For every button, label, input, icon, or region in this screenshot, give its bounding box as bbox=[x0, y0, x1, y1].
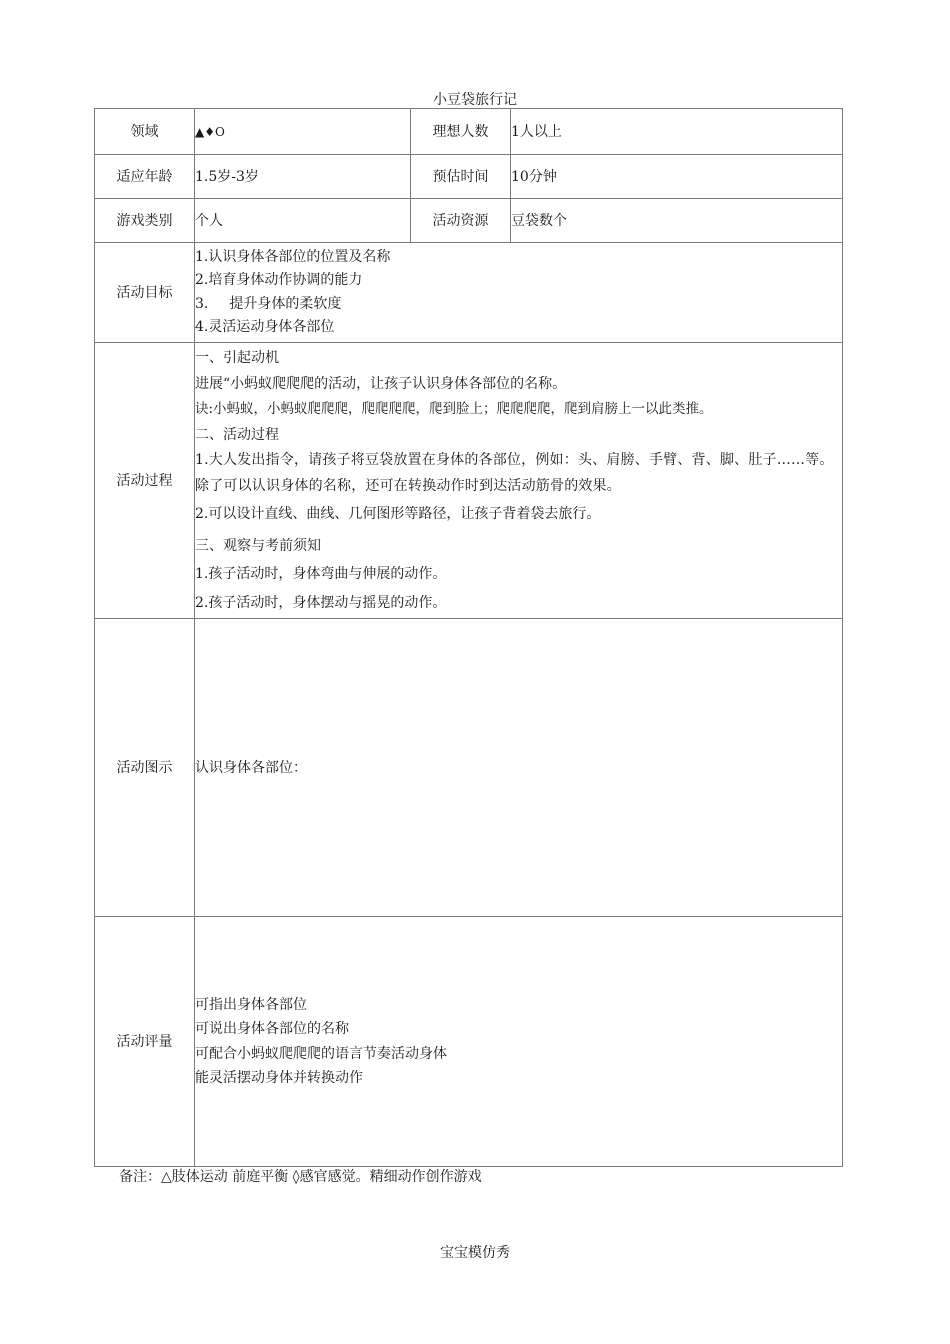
goal-item bbox=[195, 293, 842, 317]
goals-content bbox=[195, 243, 843, 343]
process-line: 1.孩子活动时，身体弯曲与伸展的动作。 bbox=[195, 566, 447, 582]
ideal-people-label: 理想人数 bbox=[411, 109, 511, 155]
remarks-note: 备注：△肢体运动 前庭平衡 ◊感官感觉。精细动作创作游戏 bbox=[119, 1169, 482, 1185]
resources-label: 活动资源 bbox=[411, 199, 511, 243]
goal-item: 2.培育身体动作协调的能力 bbox=[195, 272, 363, 288]
table-row bbox=[95, 109, 843, 155]
document-title: 小豆袋旅行记 bbox=[433, 92, 517, 108]
goal-item: 4.灵活运动身体各部位 bbox=[195, 319, 335, 335]
domain-value: ▲♦O bbox=[195, 109, 411, 155]
activity-table bbox=[94, 108, 843, 1167]
goals-label: 活动目标 bbox=[95, 243, 195, 343]
evaluation-item: 可配合小蚂蚁爬爬爬的语言节奏活动身体 bbox=[195, 1045, 447, 1062]
age-label: 适应年龄 bbox=[95, 155, 195, 199]
process-line: 2.可以设计直线、曲线、几何图形等路径，让孩子背着袋去旅行。 bbox=[195, 506, 601, 522]
table-row bbox=[95, 619, 843, 917]
diagram-text: 认识身体各部位： bbox=[195, 759, 307, 776]
table-row bbox=[95, 917, 843, 1167]
process-content bbox=[195, 343, 843, 619]
evaluation-item: 可说出身体各部位的名称 bbox=[195, 1021, 349, 1037]
process-line: 进展“小蚂蚁爬爬爬的活动，让孩子认识身体各部位的名称。 bbox=[195, 375, 567, 392]
table-row bbox=[95, 199, 843, 243]
domain-label: 领域 bbox=[95, 109, 195, 155]
est-time-label: 预估时间 bbox=[411, 155, 511, 199]
process-heading: 三、观察与考前须知 bbox=[195, 537, 321, 554]
process-line: 诀:小蚂蚁，小蚂蚁爬爬爬，爬爬爬爬，爬到脸上；爬爬爬爬，爬到肩膀上一以此类推。 bbox=[195, 401, 713, 417]
game-type-value: 个人 bbox=[195, 199, 411, 243]
evaluation-content bbox=[195, 917, 843, 1167]
diagram-label: 活动图示 bbox=[95, 619, 195, 917]
goal-item: 1.认识身体各部位的位置及名称 bbox=[195, 248, 391, 265]
evaluation-label: 活动评量 bbox=[95, 917, 195, 1167]
process-heading: 二、活动过程 bbox=[195, 426, 279, 443]
age-value: 1.5岁-3岁 bbox=[195, 155, 411, 199]
table-row bbox=[95, 155, 843, 199]
table-row bbox=[95, 343, 843, 619]
table-row bbox=[95, 243, 843, 343]
process-line: 2.孩子活动时，身体摆动与摇晃的动作。 bbox=[195, 594, 447, 611]
goal-item-text: 提升身体的柔软度 bbox=[229, 295, 342, 312]
footer-text: 宝宝模仿秀 bbox=[440, 1245, 510, 1261]
game-type-label: 游戏类别 bbox=[95, 199, 195, 243]
process-label: 活动过程 bbox=[95, 343, 195, 619]
ideal-people-value: 1人以上 bbox=[511, 109, 843, 155]
evaluation-item: 可指出身体各部位 bbox=[195, 996, 307, 1013]
process-line: 1.大人发出指令，请孩子将豆袋放置在身体的各部位，例如：头、肩膀、手臂、背、脚、肚子……等。除了可以认识身体的名称，还可在转换动作时到达活动筋骨的效果。 bbox=[195, 452, 834, 494]
est-time-value: 10分钟 bbox=[511, 155, 843, 199]
diagram-content bbox=[195, 619, 843, 917]
evaluation-item: 能灵活摆动身体并转换动作 bbox=[195, 1070, 363, 1086]
process-heading: 一、引起动机 bbox=[195, 350, 279, 366]
resources-value: 豆袋数个 bbox=[511, 199, 843, 243]
goal-item-number: 3. bbox=[195, 295, 209, 312]
